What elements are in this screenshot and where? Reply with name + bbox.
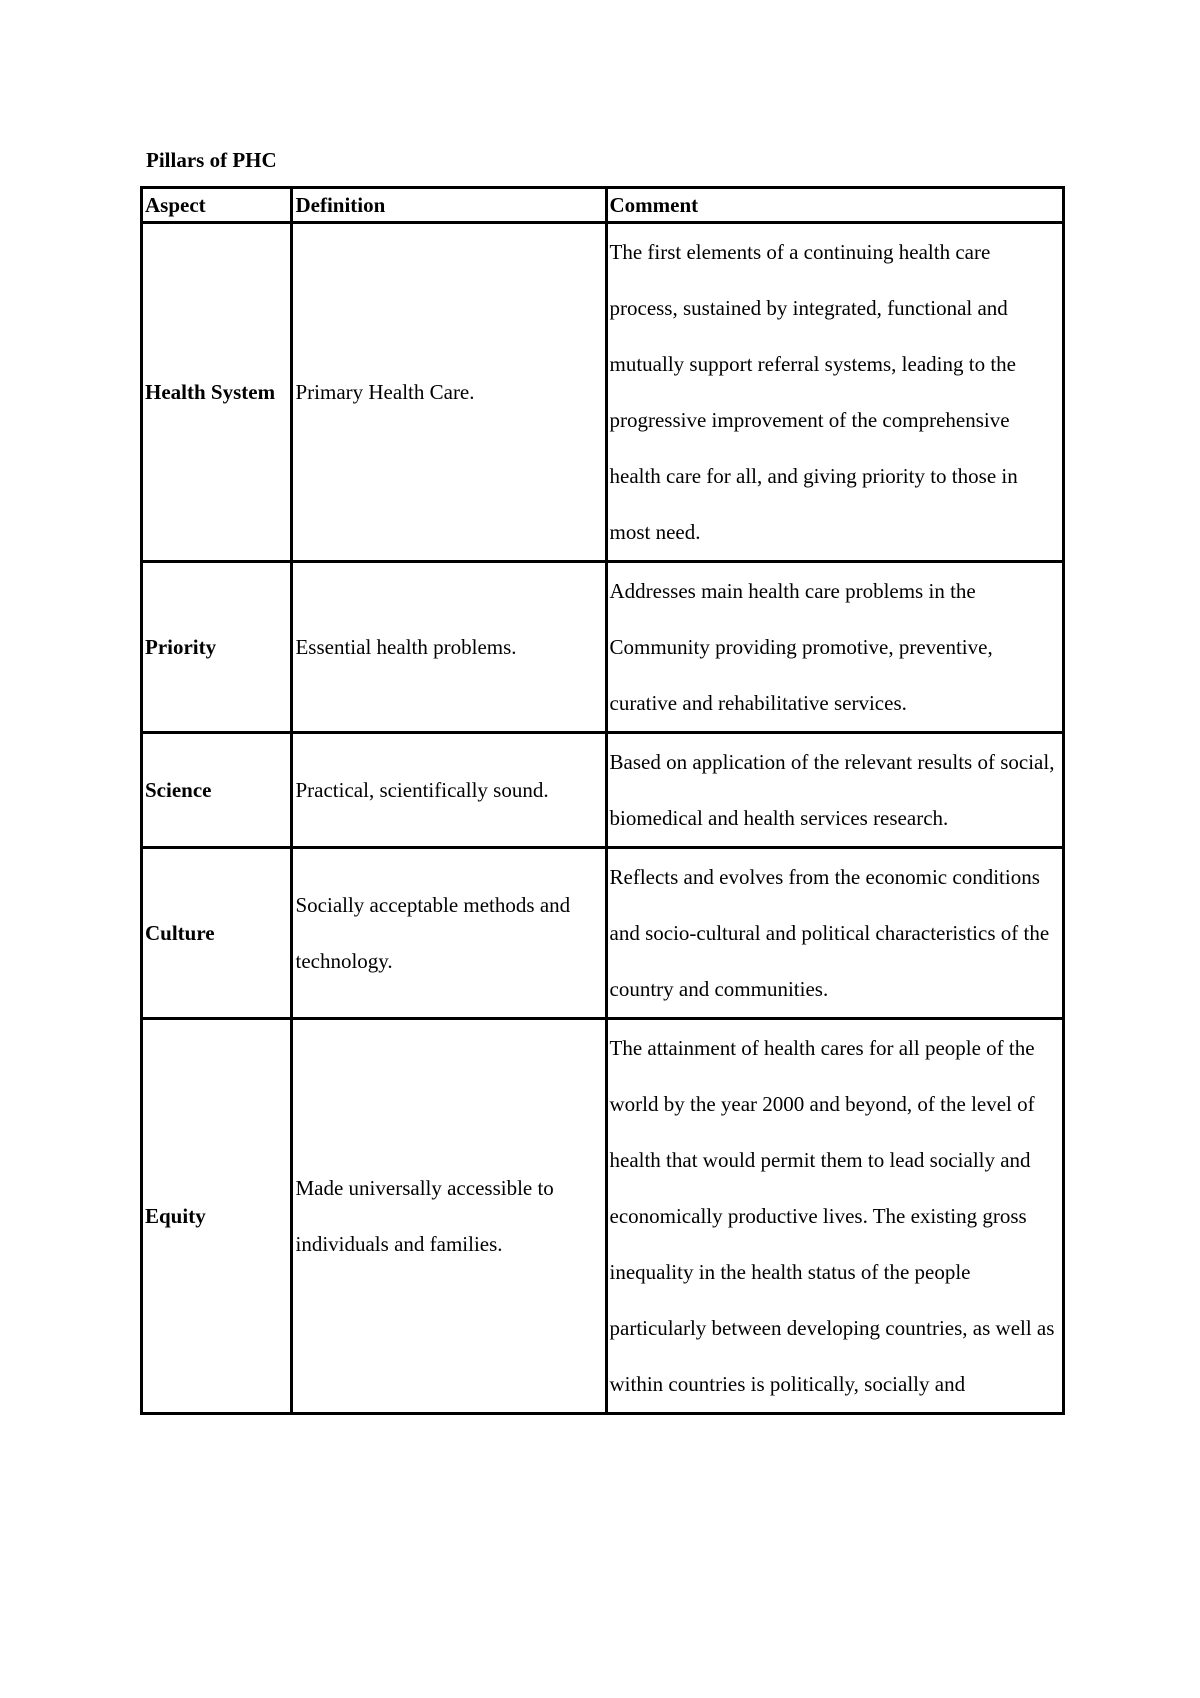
comment-cell: The attainment of health cares for all people of the world by the year 2000 and beyond, of the level of health that would permit them to lead socially and economically productive lives. The existing gross inequality in the health status of the people particularly between developing countries, as well as within countries is politically, socially and [606, 1019, 1064, 1414]
definition-cell: Essential health problems. [292, 562, 606, 733]
header-comment: Comment [606, 188, 1064, 223]
table-row [142, 223, 1064, 562]
comment-cell: Addresses main health care problems in the Community providing promotive, preventive, curative and rehabilitative services. [606, 562, 1064, 733]
table-row [142, 848, 1064, 1019]
table-header-row [142, 188, 1064, 223]
definition-cell: Practical, scientifically sound. [292, 733, 606, 848]
header-definition: Definition [292, 188, 606, 223]
header-aspect: Aspect [142, 188, 292, 223]
comment-cell: The first elements of a continuing health care process, sustained by integrated, functional and mutually support referral systems, leading to the progressive improvement of the comprehensive health care for all, and giving priority to those in most need. [606, 223, 1064, 562]
table-row [142, 562, 1064, 733]
comment-cell: Based on application of the relevant results of social, biomedical and health services research. [606, 733, 1064, 848]
aspect-cell: Culture [142, 848, 292, 1019]
comment-cell: Reflects and evolves from the economic conditions and socio-cultural and political characteristics of the country and communities. [606, 848, 1064, 1019]
aspect-cell: Equity [142, 1019, 292, 1414]
document-title: Pillars of PHC [146, 148, 277, 172]
pillars-table [140, 186, 1065, 1415]
definition-cell: Made universally accessible to individuals and families. [292, 1019, 606, 1414]
definition-cell: Socially acceptable methods and technology. [292, 848, 606, 1019]
table-row [142, 1019, 1064, 1414]
aspect-cell: Health System [142, 223, 292, 562]
definition-cell: Primary Health Care. [292, 223, 606, 562]
aspect-cell: Priority [142, 562, 292, 733]
aspect-cell: Science [142, 733, 292, 848]
table-row [142, 733, 1064, 848]
